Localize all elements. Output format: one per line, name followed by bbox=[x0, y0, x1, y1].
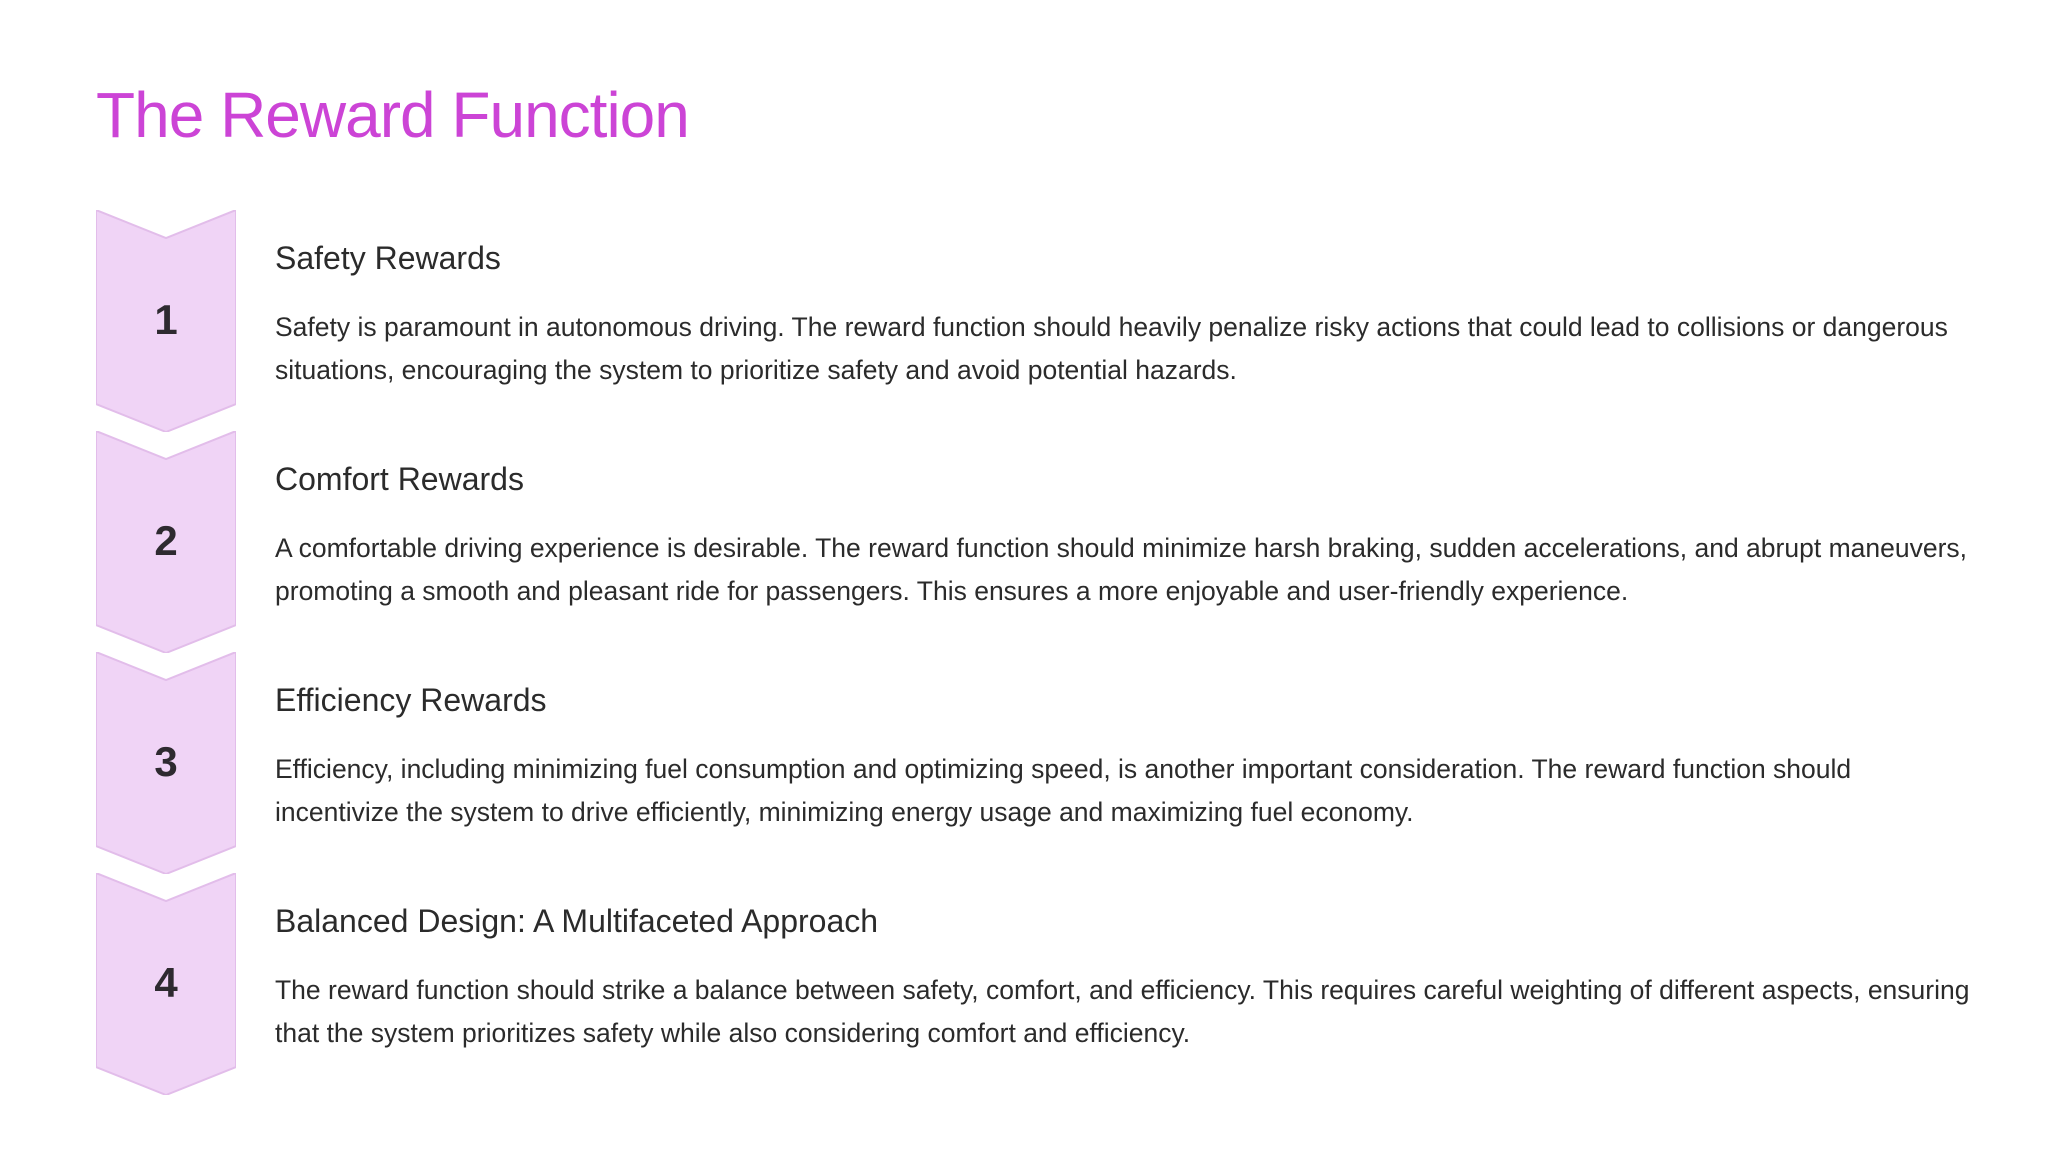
step-1 bbox=[96, 210, 1976, 430]
step-1-number: 1 bbox=[154, 296, 178, 343]
step-2-body: A comfortable driving experience is desirable. The reward function should minimize harsh braking, sudden accelerations, and abrupt maneuvers, promoting a smooth and pleasant ride for passengers. This ensures a more enjoyable and user-friendly experience. bbox=[275, 533, 1968, 606]
step-1-heading: Safety Rewards bbox=[275, 240, 501, 276]
step-4-body: The reward function should strike a balance between safety, comfort, and efficiency. This requires careful weighting of different aspects, ensuring that the system prioritizes safety while also considering comfort and efficiency. bbox=[275, 975, 1970, 1048]
step-3-body: Efficiency, including minimizing fuel consumption and optimizing speed, is another important consideration. The reward function should incentivize the system to drive efficiently, minimizing energy usage and maximizing fuel economy. bbox=[275, 754, 1852, 827]
step-2-number: 2 bbox=[154, 517, 178, 564]
step-3 bbox=[96, 652, 1976, 872]
step-1-chevron bbox=[96, 210, 236, 432]
step-4-chevron bbox=[96, 873, 236, 1095]
step-2 bbox=[96, 431, 1976, 651]
step-3-number: 3 bbox=[154, 738, 178, 785]
step-2-chevron bbox=[96, 431, 236, 653]
step-2-heading: Comfort Rewards bbox=[275, 461, 524, 497]
step-4 bbox=[96, 873, 1976, 1093]
slide-title: The Reward Function bbox=[96, 79, 689, 151]
step-3-heading: Efficiency Rewards bbox=[275, 682, 547, 718]
step-1-body: Safety is paramount in autonomous driving. The reward function should heavily penalize risky actions that could lead to collisions or dangerous situations, encouraging the system to prioritize safety and avoid potential hazards. bbox=[275, 312, 1948, 385]
step-3-chevron bbox=[96, 652, 236, 874]
step-4-number: 4 bbox=[154, 959, 178, 1006]
step-4-heading: Balanced Design: A Multifaceted Approach bbox=[275, 903, 879, 939]
